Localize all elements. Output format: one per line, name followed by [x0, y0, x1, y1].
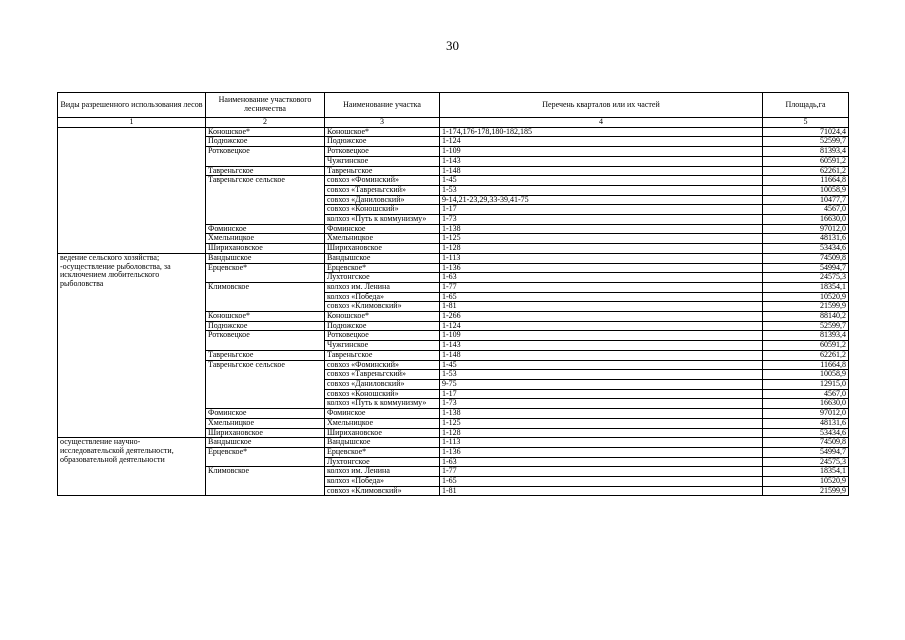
cell-site: Вандышское [325, 438, 440, 448]
cell-area: 54994,7 [763, 447, 849, 457]
cell-quarters: 1-65 [440, 477, 763, 487]
cell-forestry: Фоминское [206, 224, 325, 234]
column-number: 4 [440, 118, 763, 128]
header-site: Наименование участка [325, 93, 440, 118]
cell-quarters: 9-14,21-23,29,33-39,41-75 [440, 195, 763, 205]
cell-forestry: Климовское [206, 282, 325, 311]
column-number: 5 [763, 118, 849, 128]
cell-quarters: 1-124 [440, 321, 763, 331]
cell-site: колхоз «Путь к коммунизму» [325, 399, 440, 409]
table-row [58, 127, 849, 137]
cell-area: 53434,6 [763, 428, 849, 438]
cell-forestry: Коношское* [206, 127, 325, 137]
table-row [58, 438, 849, 448]
cell-area: 10477,7 [763, 195, 849, 205]
cell-area: 88140,2 [763, 312, 849, 322]
cell-forestry: Шириxановское [206, 428, 325, 438]
cell-area: 18354,1 [763, 282, 849, 292]
cell-area: 4567,0 [763, 205, 849, 215]
cell-quarters: 1-17 [440, 389, 763, 399]
header-use-type: Виды разрешенного использования лесов [58, 93, 206, 118]
cell-quarters: 1-136 [440, 447, 763, 457]
column-number: 1 [58, 118, 206, 128]
cell-quarters: 1-136 [440, 263, 763, 273]
cell-site: совхоз «Фоминский» [325, 360, 440, 370]
cell-forestry: Коношское* [206, 312, 325, 322]
cell-forestry: Тавреньгское сельское [206, 360, 325, 409]
cell-forestry: Подюжское [206, 321, 325, 331]
cell-site: Лухтонгское [325, 273, 440, 283]
cell-area: 21599,9 [763, 302, 849, 312]
cell-use-type: осуществление научно-исследовательской деятельности, образовательной деятельности [58, 438, 206, 496]
cell-quarters: 1-53 [440, 370, 763, 380]
cell-area: 62261,2 [763, 166, 849, 176]
header-area: Площадь,га [763, 93, 849, 118]
cell-use-type [58, 127, 206, 253]
cell-quarters: 1-45 [440, 176, 763, 186]
cell-quarters: 1-125 [440, 234, 763, 244]
cell-site: Шириxановское [325, 428, 440, 438]
cell-site: Лухтонгское [325, 457, 440, 467]
cell-quarters: 1-148 [440, 166, 763, 176]
cell-quarters: 1-63 [440, 273, 763, 283]
cell-site: совхоз «Климовский» [325, 486, 440, 496]
cell-site: Фоминское [325, 409, 440, 419]
cell-forestry: Шиpихановское [206, 244, 325, 254]
column-number: 3 [325, 118, 440, 128]
cell-site: Коношское* [325, 127, 440, 137]
cell-area: 24575,3 [763, 273, 849, 283]
cell-site: Фоминское [325, 224, 440, 234]
cell-quarters: 1-77 [440, 467, 763, 477]
cell-quarters: 1-128 [440, 244, 763, 254]
cell-area: 53434,6 [763, 244, 849, 254]
cell-forestry: Ротковецкое [206, 331, 325, 350]
cell-forestry: Подюжское [206, 137, 325, 147]
cell-site: колхоз «Победа» [325, 292, 440, 302]
cell-quarters: 1-266 [440, 312, 763, 322]
cell-site: Хмельницкое [325, 234, 440, 244]
cell-forestry: Вандышское [206, 438, 325, 448]
cell-forestry: Ерцевское* [206, 447, 325, 466]
cell-area: 18354,1 [763, 467, 849, 477]
cell-site: колхоз им. Ленина [325, 467, 440, 477]
cell-forestry: Ерцевское* [206, 263, 325, 282]
cell-site: совхоз «Коношский» [325, 205, 440, 215]
cell-site: Ротковецкое [325, 331, 440, 341]
cell-quarters: 1-143 [440, 341, 763, 351]
cell-quarters: 1-138 [440, 224, 763, 234]
cell-area: 74509,8 [763, 253, 849, 263]
cell-area: 4567,0 [763, 389, 849, 399]
cell-area: 21599,9 [763, 486, 849, 496]
cell-site: совхоз «Коношский» [325, 389, 440, 399]
cell-site: Хмельницкое [325, 418, 440, 428]
header-row [58, 93, 849, 118]
cell-area: 81393,4 [763, 147, 849, 157]
cell-site: совхоз «Даниловский» [325, 195, 440, 205]
cell-site: совхоз «Климовский» [325, 302, 440, 312]
cell-quarters: 1-81 [440, 486, 763, 496]
cell-area: 54994,7 [763, 263, 849, 273]
cell-area: 11664,8 [763, 176, 849, 186]
header-forestry: Наименование участкового лесничества [206, 93, 325, 118]
cell-use-type: ведение сельского хозяйства; -осуществление рыболовства, за исключением любительского рыболовства [58, 253, 206, 437]
cell-area: 62261,2 [763, 350, 849, 360]
column-number: 2 [206, 118, 325, 128]
cell-area: 81393,4 [763, 331, 849, 341]
cell-quarters: 1-63 [440, 457, 763, 467]
cell-site: Ротковецкое [325, 147, 440, 157]
cell-area: 16630,0 [763, 399, 849, 409]
cell-area: 48131,6 [763, 234, 849, 244]
table-body [58, 127, 849, 496]
cell-forestry: Хмельницкое [206, 234, 325, 244]
cell-quarters: 1-53 [440, 185, 763, 195]
cell-quarters: 1-148 [440, 350, 763, 360]
cell-area: 16630,0 [763, 215, 849, 225]
cell-site: Тавреньгское [325, 350, 440, 360]
cell-site: колхоз «Путь к коммунизму» [325, 215, 440, 225]
cell-forestry: Тавреньгское [206, 350, 325, 360]
cell-site: Чужгинское [325, 341, 440, 351]
cell-area: 10520,9 [763, 477, 849, 487]
cell-quarters: 1-81 [440, 302, 763, 312]
cell-site: Шириxановское [325, 244, 440, 254]
cell-site: Подюжское [325, 321, 440, 331]
cell-site: совхоз «Фоминский» [325, 176, 440, 186]
cell-site: Коношское* [325, 312, 440, 322]
cell-quarters: 1-73 [440, 215, 763, 225]
cell-area: 97012,0 [763, 224, 849, 234]
cell-area: 48131,6 [763, 418, 849, 428]
cell-quarters: 1-125 [440, 418, 763, 428]
cell-area: 11664,8 [763, 360, 849, 370]
cell-quarters: 1-45 [440, 360, 763, 370]
column-number-row [58, 118, 849, 128]
cell-site: колхоз «Победа» [325, 477, 440, 487]
cell-area: 74509,8 [763, 438, 849, 448]
cell-site: Чужгинское [325, 156, 440, 166]
cell-quarters: 1-17 [440, 205, 763, 215]
cell-site: Ерцевское* [325, 263, 440, 273]
cell-forestry: Климовское [206, 467, 325, 496]
cell-site: колхоз им. Ленина [325, 282, 440, 292]
table-header [58, 93, 849, 128]
cell-quarters: 1-109 [440, 331, 763, 341]
cell-area: 52599,7 [763, 321, 849, 331]
page-number: 30 [446, 38, 459, 53]
cell-quarters: 1-65 [440, 292, 763, 302]
cell-area: 52599,7 [763, 137, 849, 147]
cell-site: Ерцевское* [325, 447, 440, 457]
cell-forestry: Хмельницкое [206, 418, 325, 428]
cell-quarters: 1-124 [440, 137, 763, 147]
cell-area: 71024,4 [763, 127, 849, 137]
cell-quarters: 1-109 [440, 147, 763, 157]
cell-forestry: Ротковецкое [206, 147, 325, 166]
cell-forestry: Тавреньгское [206, 166, 325, 176]
cell-site: Тавреньгское [325, 166, 440, 176]
cell-quarters: 1-113 [440, 438, 763, 448]
cell-quarters: 1-113 [440, 253, 763, 263]
cell-quarters: 1-143 [440, 156, 763, 166]
cell-site: совхоз «Тавреньгский» [325, 370, 440, 380]
cell-area: 60591,2 [763, 156, 849, 166]
cell-quarters: 1-73 [440, 399, 763, 409]
cell-forestry: Фоминское [206, 409, 325, 419]
cell-site: Вандышское [325, 253, 440, 263]
cell-forestry: Вандышское [206, 253, 325, 263]
cell-area: 10058,9 [763, 370, 849, 380]
cell-site: совхоз «Тавреньгский» [325, 185, 440, 195]
cell-area: 60591,2 [763, 341, 849, 351]
cell-quarters: 1-174,176-178,180-182,185 [440, 127, 763, 137]
cell-area: 24575,3 [763, 457, 849, 467]
cell-quarters: 9-75 [440, 379, 763, 389]
cell-quarters: 1-138 [440, 409, 763, 419]
cell-area: 10520,9 [763, 292, 849, 302]
table-row [58, 253, 849, 263]
cell-forestry: Тавреньгское сельское [206, 176, 325, 225]
cell-site: совхоз «Даниловский» [325, 379, 440, 389]
cell-area: 97012,0 [763, 409, 849, 419]
cell-site: Подюжское [325, 137, 440, 147]
cell-quarters: 1-128 [440, 428, 763, 438]
cell-area: 10058,9 [763, 185, 849, 195]
header-quarters: Перечень кварталов или их частей [440, 93, 763, 118]
forest-use-table [57, 92, 849, 496]
cell-quarters: 1-77 [440, 282, 763, 292]
cell-area: 12915,0 [763, 379, 849, 389]
